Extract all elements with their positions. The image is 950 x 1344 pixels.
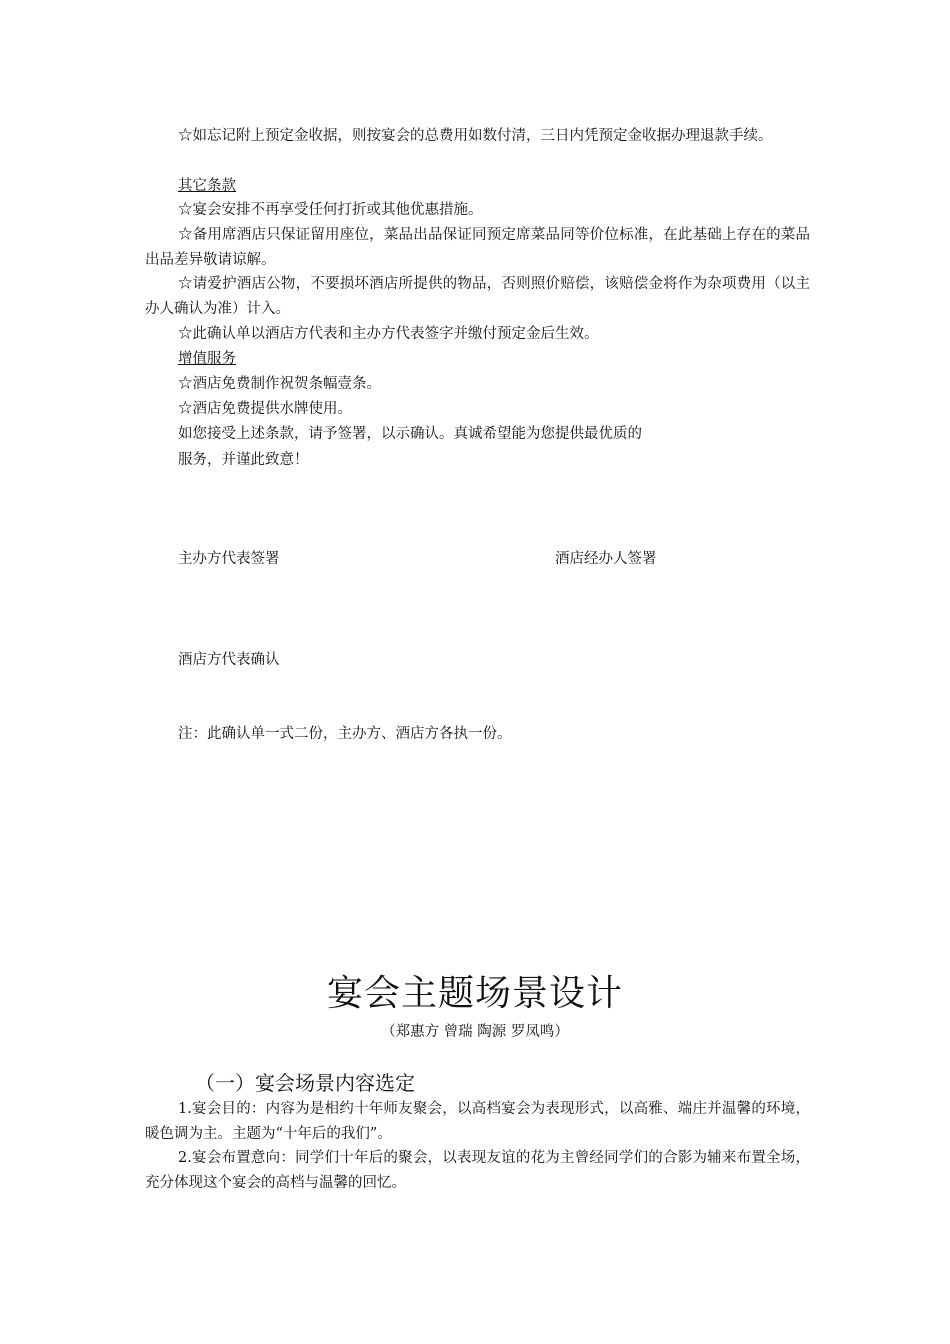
- acceptance-line-1: 如您接受上述条款，请予签署，以示确认。真诚希望能为您提供最优质的: [178, 426, 642, 442]
- hotel-rep-confirm-label: 酒店方代表确认: [178, 652, 280, 668]
- service-signboard: ☆酒店免费提供水牌使用。: [178, 401, 352, 417]
- term-effective: ☆此确认单以酒店方代表和主办方代表签字并缴付预定金后生效。: [178, 326, 599, 342]
- term-refund-receipt: ☆如忘记附上预定金收据，则按宴会的总费用如数付清，三日内凭预定金收据办理退款手续。: [178, 128, 773, 144]
- acceptance-line-2: 服务，并谨此致意！: [178, 452, 309, 468]
- item-banquet-layout: 2.宴会布置意向：同学们十年后的聚会，以表现友谊的花为主曾经同学们的合影为辅来布置全场，充分体现这个宴会的高档与温馨的回忆。: [145, 1150, 810, 1191]
- host-signature-label: 主办方代表签署: [178, 551, 280, 567]
- copies-note: 注：此确认单一式二份，主办方、酒店方各执一份。: [178, 726, 512, 742]
- design-authors: （郑惠方 曾瑞 陶源 罗凤鸣）: [381, 1024, 569, 1040]
- section-heading-content-selection: （一）宴会场景内容选定: [195, 1071, 415, 1095]
- other-terms-heading-text: 其它条款: [178, 178, 236, 194]
- other-terms-heading: [145, 174, 810, 199]
- item-banquet-purpose: 1.宴会目的：内容为是相约十年师友聚会，以高档宴会为表现形式，以高雅、端庄并温馨的环境，暖色调为主。主题为“十年后的我们”。: [145, 1101, 810, 1142]
- term-no-discount: ☆宴会安排不再享受任何打折或其他优惠措施。: [178, 202, 483, 218]
- term-property-damage: ☆请爱护酒店公物，不要损坏酒店所提供的物品，否则照价赔偿，该赔偿金将作为杂项费用（以主办人确认为准）计入。: [145, 276, 810, 317]
- hotel-agent-signature-label: 酒店经办人签署: [555, 551, 657, 567]
- design-title: 宴会主题场景设计: [326, 973, 623, 1014]
- term-backup-table: ☆备用席酒店只保证留用座位，菜品出品保证同预定席菜品同等价位标准，在此基础上存在的菜品出品差异敬请谅解。: [145, 227, 810, 268]
- value-services-heading-text: 增值服务: [178, 351, 236, 367]
- value-services-heading: [145, 347, 810, 372]
- service-banner: ☆酒店免费制作祝贺条幅壹条。: [178, 376, 381, 392]
